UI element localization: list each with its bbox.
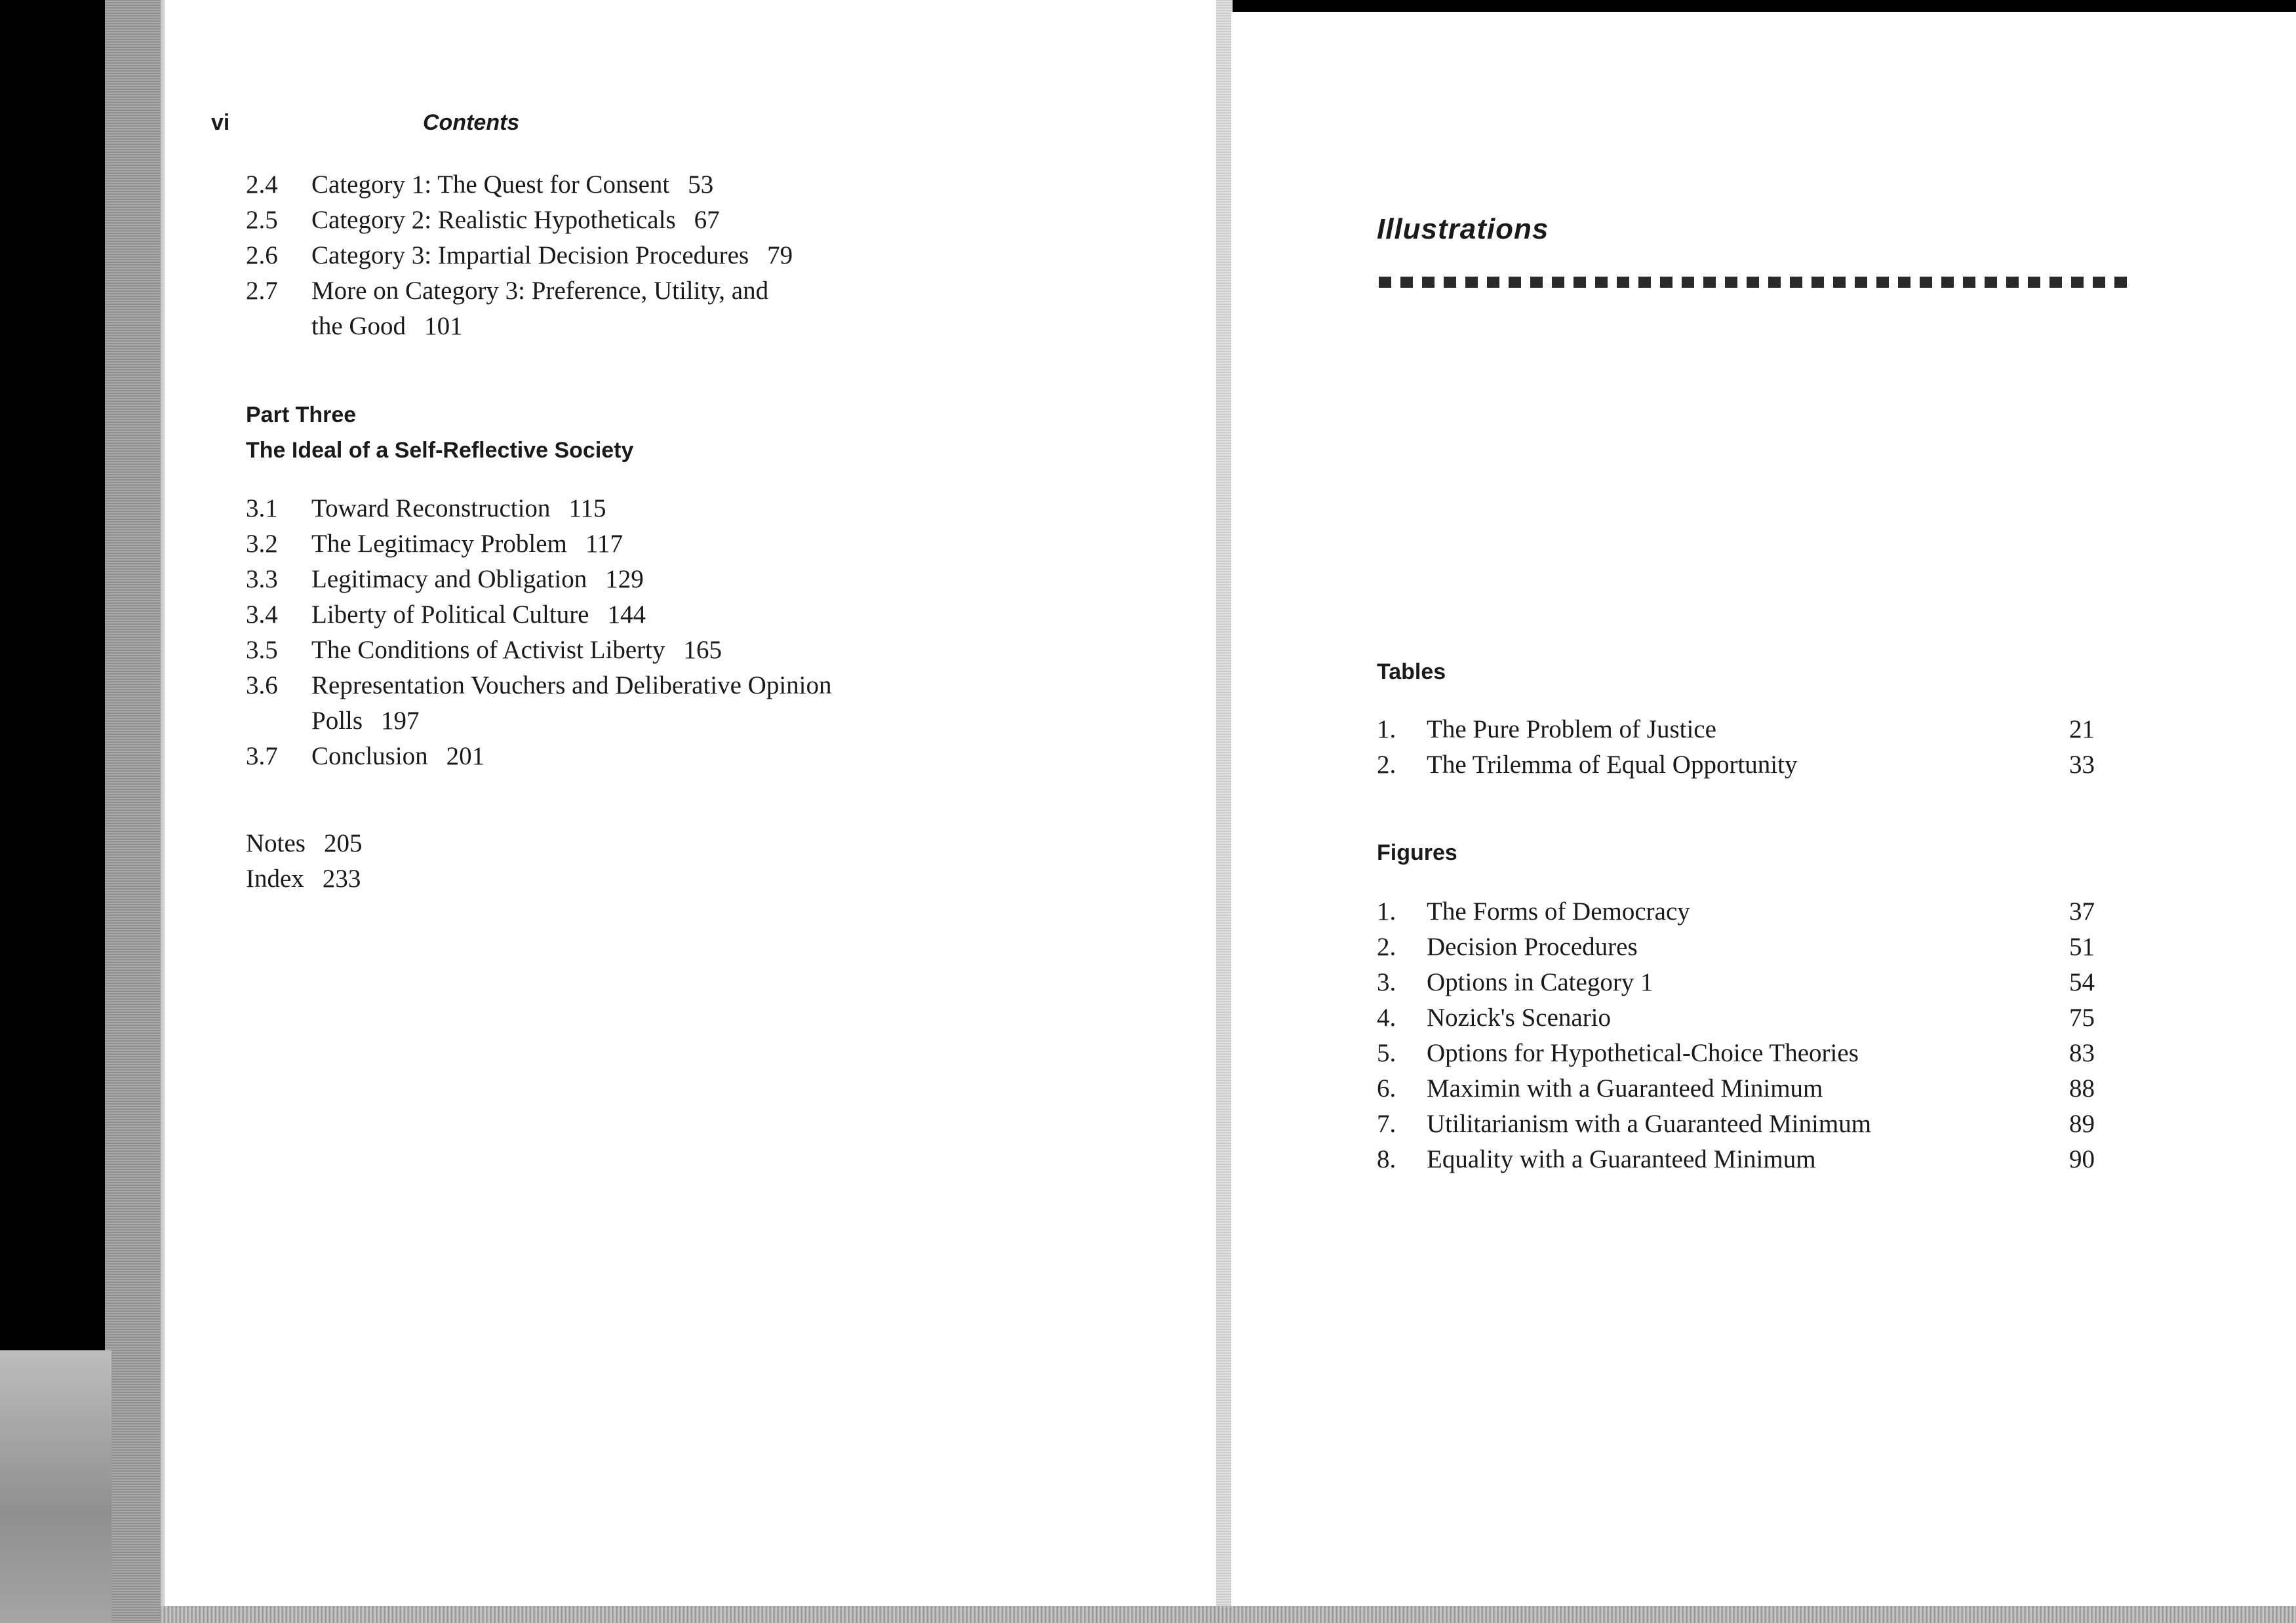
scan-corner-shadow: [0, 1350, 111, 1623]
toc-entry-page: 115: [568, 494, 606, 522]
toc-entry-number: 3.3: [246, 565, 278, 593]
figure-entry-number: 2.: [1377, 933, 1396, 961]
figure-entry-page: 90: [2069, 1145, 2095, 1173]
toc-entry-number: 3.5: [246, 636, 278, 664]
toc-entry-title: Category 1: The Quest for Consent: [311, 170, 670, 199]
right-page: [1231, 12, 2296, 1623]
toc-entry-number: 3.1: [246, 494, 278, 522]
back-matter-entry: [246, 861, 363, 897]
rule-dot: [2071, 277, 2084, 288]
rule-dot: [1638, 277, 1651, 288]
figure-entry-title: The Forms of Democracy: [1427, 897, 1690, 926]
toc-entry-page: 165: [683, 636, 722, 664]
figure-entry-title: Utilitarianism with a Guaranteed Minimum: [1427, 1110, 1872, 1138]
figures-list: [1377, 894, 2095, 1177]
rule-dot: [1920, 277, 1932, 288]
figure-entry-page: 89: [2069, 1110, 2095, 1138]
rule-dot: [1379, 277, 1391, 288]
figure-entry-page: 51: [2069, 933, 2095, 961]
toc-entry: [246, 238, 1098, 273]
rule-dot: [1660, 277, 1673, 288]
rule-dot: [1811, 277, 1824, 288]
illustrations-title: Illustrations: [1377, 213, 1549, 245]
toc-entry-number: 2.6: [246, 241, 278, 269]
rule-dot: [2049, 277, 2062, 288]
page-bottom-edge: [161, 1606, 2296, 1623]
book-gutter: [1216, 0, 1233, 1623]
figure-entry-number: 7.: [1377, 1110, 1396, 1138]
table-entry-page: 21: [2069, 715, 2095, 743]
toc-entry-title: Legitimacy and Obligation: [311, 565, 587, 593]
toc-entry-page: 144: [607, 600, 646, 629]
figure-entry: [1377, 965, 2095, 1000]
rule-dot: [1682, 277, 1694, 288]
toc-entry-title: The Conditions of Activist Liberty: [311, 636, 665, 664]
figure-entry-title: Nozick's Scenario: [1427, 1004, 1612, 1032]
rule-dot: [1855, 277, 1867, 288]
toc-entry-title: Representation Vouchers and Deliberative Opinion: [311, 671, 832, 699]
rule-dot: [1963, 277, 1975, 288]
part-label: Part Three: [246, 402, 357, 427]
rule-dot: [1465, 277, 1478, 288]
back-matter-entry: [246, 826, 363, 861]
toc-entry: [246, 167, 1098, 203]
toc-entry-page: 79: [767, 241, 793, 269]
figure-entry: [1377, 1036, 2095, 1071]
toc-entry-page: 101: [424, 312, 463, 340]
toc-entry-page: 201: [446, 742, 485, 770]
toc-entry: [246, 562, 1098, 597]
table-entry-page: 33: [2069, 751, 2095, 779]
toc-entry-page: 67: [694, 206, 720, 234]
toc-entry-title-cont: Polls: [311, 707, 363, 735]
rule-dot: [1444, 277, 1456, 288]
toc-entry-number: 2.5: [246, 206, 278, 234]
rule-dot: [1509, 277, 1521, 288]
tables-list: [1377, 712, 2095, 783]
figure-entry-title: Options for Hypothetical-Choice Theories: [1427, 1039, 1859, 1067]
figure-entry-number: 1.: [1377, 897, 1396, 926]
toc-entry: [246, 491, 1098, 526]
table-entry-number: 1.: [1377, 715, 1396, 743]
figure-entry: [1377, 1106, 2095, 1142]
rule-dot: [1790, 277, 1802, 288]
toc-entry-number: 2.4: [246, 170, 278, 199]
figure-entry: [1377, 894, 2095, 929]
figure-entry-page: 75: [2069, 1004, 2095, 1032]
toc-list-top: [246, 167, 1098, 344]
figure-entry-title: Maximin with a Guaranteed Minimum: [1427, 1074, 1823, 1103]
back-matter-label: Index: [246, 865, 304, 893]
rule-dot: [1530, 277, 1543, 288]
figure-entry-number: 4.: [1377, 1004, 1396, 1032]
table-entry: [1377, 712, 2095, 747]
running-head: Contents: [423, 110, 520, 135]
figure-entry-page: 88: [2069, 1074, 2095, 1103]
toc-entry: [246, 633, 1098, 668]
scanner-edge: [105, 0, 164, 1623]
figure-entry: [1377, 929, 2095, 965]
toc-entry: [246, 668, 1098, 739]
figure-entry-number: 5.: [1377, 1039, 1396, 1067]
rule-dot: [1747, 277, 1759, 288]
toc-entry: [246, 526, 1098, 562]
toc-entry: [246, 739, 1098, 774]
figure-entry-page: 54: [2069, 968, 2095, 996]
rule-dot: [1898, 277, 1910, 288]
rule-dot: [2114, 277, 2127, 288]
tables-heading: Tables: [1377, 659, 1446, 684]
figure-entry-title: Equality with a Guaranteed Minimum: [1427, 1145, 1816, 1173]
rule-dot: [1552, 277, 1564, 288]
table-entry-number: 2.: [1377, 751, 1396, 779]
rule-dot: [1703, 277, 1716, 288]
toc-entry-number: 2.7: [246, 277, 278, 305]
toc-entry-page: 53: [688, 170, 714, 199]
figures-heading: Figures: [1377, 840, 1457, 865]
figure-entry-number: 3.: [1377, 968, 1396, 996]
figure-entry-page: 83: [2069, 1039, 2095, 1067]
back-matter-page: 205: [324, 829, 363, 857]
figure-entry: [1377, 1142, 2095, 1177]
toc-entry-number: 3.7: [246, 742, 278, 770]
toc-entry-title: Category 2: Realistic Hypotheticals: [311, 206, 676, 234]
rule-dot: [1985, 277, 1997, 288]
rule-dot: [2093, 277, 2105, 288]
toc-entry-title: The Legitimacy Problem: [311, 530, 567, 558]
table-entry-title: The Trilemma of Equal Opportunity: [1427, 751, 1798, 779]
toc-list-part3: [246, 491, 1098, 774]
back-matter-list: [246, 826, 363, 897]
toc-entry-number: 3.2: [246, 530, 278, 558]
toc-entry-number: 3.6: [246, 671, 278, 699]
toc-entry-title: Toward Reconstruction: [311, 494, 551, 522]
toc-entry-number: 3.4: [246, 600, 278, 629]
rule-dot: [1400, 277, 1413, 288]
table-entry: [1377, 747, 2095, 783]
toc-entry-title: Conclusion: [311, 742, 428, 770]
rule-dot: [1595, 277, 1608, 288]
rule-dot: [2006, 277, 2019, 288]
part-title: The Ideal of a Self-Reflective Society: [246, 438, 634, 463]
figure-entry-number: 8.: [1377, 1145, 1396, 1173]
toc-entry: [246, 203, 1098, 238]
rule-dot: [1876, 277, 1889, 288]
rule-dot: [1487, 277, 1499, 288]
figure-entry-title: Decision Procedures: [1427, 933, 1638, 961]
figure-entry-title: Options in Category 1: [1427, 968, 1653, 996]
toc-entry-page: 129: [605, 565, 644, 593]
toc-entry-title-cont: the Good: [311, 312, 406, 340]
figure-entry-number: 6.: [1377, 1074, 1396, 1103]
toc-entry-page: 197: [381, 707, 420, 735]
figure-entry: [1377, 1071, 2095, 1106]
rule-dot: [1725, 277, 1737, 288]
back-matter-page: 233: [322, 865, 361, 893]
rule-dot: [1941, 277, 1954, 288]
rule-dot: [2028, 277, 2040, 288]
toc-entry-page: 117: [585, 530, 623, 558]
dotted-rule: [1379, 277, 2127, 288]
figure-entry-page: 37: [2069, 897, 2095, 926]
toc-entry-title: Category 3: Impartial Decision Procedures: [311, 241, 749, 269]
figure-entry: [1377, 1000, 2095, 1036]
back-matter-label: Notes: [246, 829, 306, 857]
page-folio: vi: [211, 110, 230, 135]
toc-entry-title: Liberty of Political Culture: [311, 600, 589, 629]
rule-dot: [1574, 277, 1586, 288]
rule-dot: [1833, 277, 1846, 288]
toc-entry: [246, 273, 1098, 344]
toc-entry-title: More on Category 3: Preference, Utility, and: [311, 277, 769, 305]
rule-dot: [1422, 277, 1435, 288]
table-entry-title: The Pure Problem of Justice: [1427, 715, 1716, 743]
rule-dot: [1617, 277, 1629, 288]
rule-dot: [1768, 277, 1781, 288]
toc-entry: [246, 597, 1098, 633]
